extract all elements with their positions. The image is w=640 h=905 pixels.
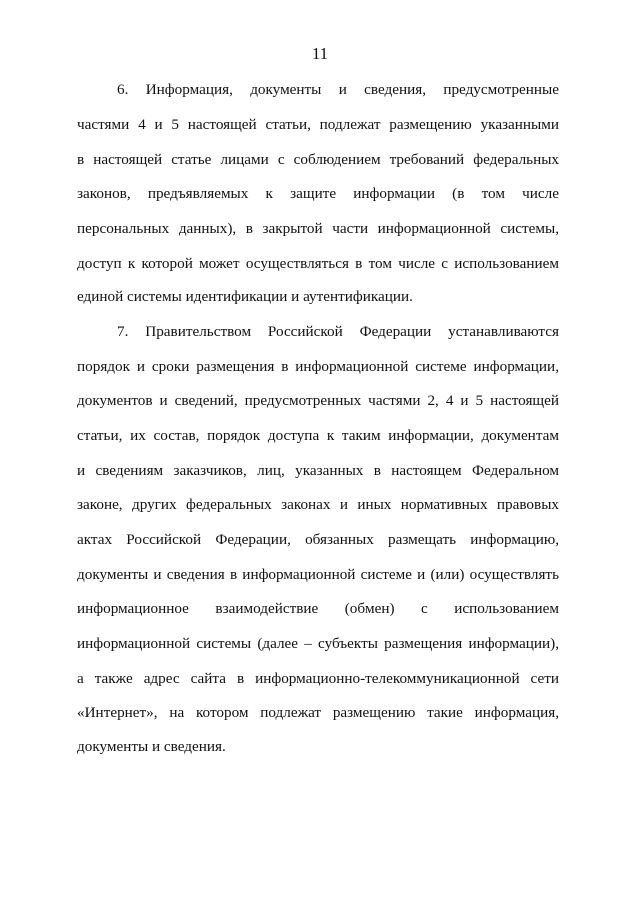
paragraph-7-line-3: документов и сведений, предусмотренных частями 2, 4 и 5 настоящей: [77, 392, 559, 409]
paragraph-7-line-9: информационное взаимодействие (обмен) с использованием: [77, 600, 559, 617]
paragraph-7-line-11: а также адрес сайта в информационно-телекоммуникационной сети: [77, 670, 559, 687]
paragraph-7-line-1: 7. Правительством Российской Федерации устанавливаются: [117, 323, 559, 340]
paragraph-7-line-10: информационной системы (далее – субъекты размещения информации),: [77, 635, 559, 652]
paragraph-7-line-5: и сведениям заказчиков, лиц, указанных в настоящем Федеральном: [77, 462, 559, 479]
paragraph-6-line-4: законов, предъявляемых к защите информации (в том числе: [77, 185, 559, 202]
paragraph-6-line-3: в настоящей статье лицами с соблюдением требований федеральных: [77, 151, 559, 168]
paragraph-6-line-5: персональных данных), в закрытой части информационной системы,: [77, 220, 559, 237]
paragraph-6-line-1: 6. Информация, документы и сведения, предусмотренные: [117, 81, 559, 98]
page-number: 11: [311, 44, 329, 63]
paragraph-7-line-12: «Интернет», на котором подлежат размещению такие информация,: [77, 704, 559, 721]
paragraph-7-line-6: законе, других федеральных законах и иных нормативных правовых: [77, 496, 559, 513]
paragraph-7-line-13: документы и сведения.: [77, 738, 226, 755]
paragraph-6-line-2: частями 4 и 5 настоящей статьи, подлежат размещению указанными: [77, 116, 559, 133]
paragraph-7-line-4: статьи, их состав, порядок доступа к таким информации, документам: [77, 427, 559, 444]
paragraph-6-line-6: доступ к которой может осуществляться в том числе с использованием: [77, 255, 559, 272]
paragraph-7-line-8: документы и сведения в информационной системе и (или) осуществлять: [77, 566, 559, 583]
paragraph-7-line-7: актах Российской Федерации, обязанных размещать информацию,: [77, 531, 559, 548]
paragraph-6-line-7: единой системы идентификации и аутентификации.: [77, 288, 413, 305]
paragraph-7-line-2: порядок и сроки размещения в информационной системе информации,: [77, 358, 559, 375]
